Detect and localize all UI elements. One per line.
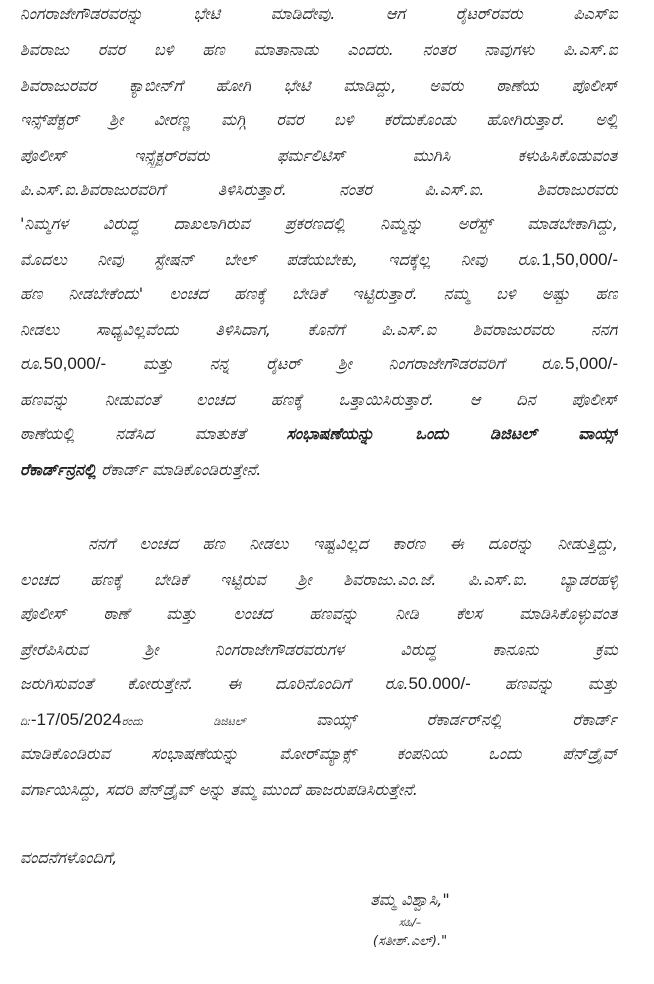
text-run: ಇನ್ಸ್‌ಪೆಕ್ಟರ್ ಶ್ರೀ ವೀರಣ್ಣ ಮಗ್ಗಿ ರವರ ಬಳಿ ಕರೆದುಕೊಂಡು ಹೋಗಿರುತ್ತಾರೆ. ಅಲ್ಲಿ	[20, 110, 618, 129]
text-line	[20, 40, 618, 62]
text-run: ನೀಡಲು ಸಾಧ್ಯವಿಲ್ಲವೆಂದು ತಿಳಿಸಿದಾಗ, ಕೊನೆಗೆ ಪಿ.ಎಸ್.ಐ ಶಿವರಾಜುರವರು ನನಗೆ	[20, 320, 618, 339]
text-run: ಪ್ರೇರೆಪಿಸಿರುವ ಶ್ರೀ ನಿಂಗರಾಜೇಗೌಡರವರುಗಳ ವಿರುದ್ಧ ಕಾನೂನು ಕ್ರಮ	[20, 640, 618, 659]
text-line	[20, 250, 618, 272]
text-line	[20, 744, 618, 766]
text-run: ಡಿಜಿಟಲ್	[213, 715, 246, 728]
text-run: ಠಾಣೆಯಲ್ಲಿ ನಡೆಸಿದ ಮಾತುಕತೆ	[20, 424, 287, 443]
text-line	[20, 110, 618, 132]
text-line	[20, 640, 618, 662]
amount-text: 1,50,000/-	[541, 250, 618, 269]
text-run: ಶಿವರಾಜು ರವರ ಬಳಿ ಹಣ ಮಾತಾನಾಡು ಎಂದರು. ನಂತರ ನಾವುಗಳು ಪಿ.ಎಸ್.ಐ	[20, 40, 618, 59]
signature-name: (ಸತೀಶ್.ಎಲ್)."	[372, 934, 448, 949]
text-run: ಪೊಲೀಸ್ ಇನ್ಸ್ಪೆಕ್ಟರ್‌ರವರು ಫರ್ಮಲಿಟಿಸ್ ಮುಗಿಸಿ ಕಳುಹಿಸಿಕೊಡುವಂತೆ	[20, 146, 618, 165]
text-line	[20, 780, 618, 802]
text-run: ಮಾಡಿಕೊಂಡಿರುವ ಸಂಭಾಷಣೆಯನ್ನು ಮೋರ್‌ಮ್ಯಾಕ್ಸ್ ಕಂಪನಿಯ ಒಂದು ಪೆನ್‌ಡ್ರೈವ್	[20, 744, 618, 763]
text-run: ಪೊಲೀಸ್ ಠಾಣೆ ಮತ್ತು ಲಂಚದ ಹಣವನ್ನು ನೀಡಿ ಕೆಲಸ ಮಾಡಿಸಿಕೊಳ್ಳುವಂತೆ	[20, 604, 618, 623]
text-run	[143, 710, 214, 729]
text-run: ಪಿ.ಎಸ್.ಐ.ಶಿವರಾಜುರವರಿಗೆ ತಿಳಿಸಿರುತ್ತಾರೆ. ನಂತರ ಪಿ.ಎಸ್.ಐ. ಶಿವರಾಜುರವರು	[20, 180, 618, 199]
text-line	[20, 710, 618, 732]
text-run: ರೆಕಾರ್ಡ್ ಮಾಡಿಕೊಂಡಿರುತ್ತೇನೆ.	[96, 460, 262, 479]
text-line	[20, 76, 618, 98]
text-run: ಮತ್ತು ನನ್ನ ರೈಟರ್ ಶ್ರೀ ನಿಂಗರಾಜೇಗೌಡರವರಿಗೆ ರೂ.	[106, 354, 566, 373]
text-line	[20, 4, 618, 26]
text-run: ನನಗೆ ಲಂಚದ ಹಣ ನೀಡಲು ಇಷ್ಟವಿಲ್ಲದ ಕಾರಣ ಈ ದೂರನ್ನು ನೀಡುತ್ತಿದ್ದು,	[88, 534, 618, 553]
text-line	[20, 390, 618, 412]
text-run: ಮೊದಲು ನೀವು ಸ್ಟೇಷನ್ ಬೇಲ್ ಪಡೆಯಬೇಕು, ಇದಕ್ಕೆಲ್ಲ ನೀವು ರೂ.	[20, 250, 542, 269]
text-run: ರೂ.	[20, 354, 44, 373]
bold-text: ಸಂಭಾಷಣೆಯನ್ನು ಒಂದು ಡಿಜಿಟಲ್ ವಾಯ್ಸ್	[286, 424, 618, 443]
amount-text: 5,000/-	[565, 354, 618, 373]
text-run: ಶಿವರಾಜುರವರ ಕ್ಯಾಬೀನ್‌ಗೆ ಹೋಗಿ ಭೇಟಿ ಮಾಡಿದ್ದು, ಅವರು ಠಾಣೆಯ ಪೊಲೀಸ್	[20, 76, 618, 95]
signature-signed-mark: ಸಹಿ/–	[398, 916, 422, 929]
text-run: ವರ್ಗಾಯಿಸಿದ್ದು, ಸದರಿ ಪೆನ್‌ಡ್ರೈವ್ ಅನ್ನು ತಮ್ಮ ಮುಂದೆ ಹಾಜರುಪಡಿಸಿರುತ್ತೇನೆ.	[20, 780, 418, 799]
text-line	[20, 460, 618, 482]
text-run: 'ನಿಮ್ಮಗಳ ವಿರುದ್ಧ ದಾಖಲಾಗಿರುವ ಪ್ರಕರಣದಲ್ಲಿ ನಿಮ್ಮನ್ನು ಅರೆಸ್ಟ್ ಮಾಡಬೇಕಾಗಿದ್ದು,	[20, 214, 618, 233]
closing-salutation: ವಂದನೆಗಳೊಂದಿಗೆ,	[20, 848, 118, 867]
amount-text: -17/05/2024	[30, 710, 122, 729]
text-run: ಹಣವನ್ನು ನೀಡುವಂತೆ ಲಂಚದ ಹಣಕ್ಕೆ ಒತ್ತಾಯಿಸಿರುತ್ತಾರೆ. ಆ ದಿನ ಪೊಲೀಸ್	[20, 390, 618, 409]
text-run: ಜರುಗಿಸುವಂತೆ ಕೋರುತ್ತೇನೆ. ಈ ದೂರಿನೊಂದಿಗೆ ರೂ.	[20, 674, 409, 693]
text-line	[20, 284, 618, 306]
text-line	[20, 146, 618, 168]
amount-text: 50,000/-	[43, 354, 107, 373]
text-line	[88, 534, 618, 556]
text-run: ರಂದು	[121, 715, 143, 728]
text-run: ಹಣವನ್ನು ಮತ್ತು	[470, 674, 618, 693]
amount-text: 50.000/-	[408, 674, 471, 693]
text-run: ಹಣ ನೀಡಬೇಕೆಂದು' ಲಂಚದ ಹಣಕ್ಕೆ ಬೇಡಿಕೆ ಇಟ್ಟಿರುತ್ತಾರೆ. ನಮ್ಮ ಬಳಿ ಅಷ್ಟು ಹಣ	[20, 284, 618, 303]
text-run: ಲಂಚದ ಹಣಕ್ಕೆ ಬೇಡಿಕೆ ಇಟ್ಟಿರುವ ಶ್ರೀ ಶಿವರಾಜು.ಎಂ.ಜೆ. ಪಿ.ಎಸ್.ಐ. ಬ್ಯಾಡರಹಳ್ಳಿ	[20, 570, 618, 589]
signature-yours-faithfully: ತಮ್ಮ ವಿಶ್ವಾಸಿ,"	[370, 890, 450, 909]
text-line	[20, 354, 618, 376]
text-line	[20, 214, 618, 236]
text-line	[20, 570, 618, 592]
text-line	[20, 424, 618, 446]
text-line	[20, 180, 618, 202]
text-line	[20, 674, 618, 696]
text-run: ನಿಂಗರಾಜೇಗೌಡರವರನ್ನು ಭೇಟಿ ಮಾಡಿದೇವು. ಆಗ ರೈಟರ್‌ರವರು ಪಿಎಸ್‌ಐ	[20, 4, 618, 23]
bold-text: ರೆಕಾರ್ಡ್‌ನ್ರನಲ್ಲಿ	[20, 460, 97, 479]
text-line	[20, 604, 618, 626]
text-run: ದಿ:	[20, 715, 31, 728]
text-line	[20, 320, 618, 342]
text-run: ವಾಯ್ಸ್ ರೆಕಾರ್ಡರ್‌ನಲ್ಲಿ ರೆಕಾರ್ಡ್	[245, 710, 618, 729]
